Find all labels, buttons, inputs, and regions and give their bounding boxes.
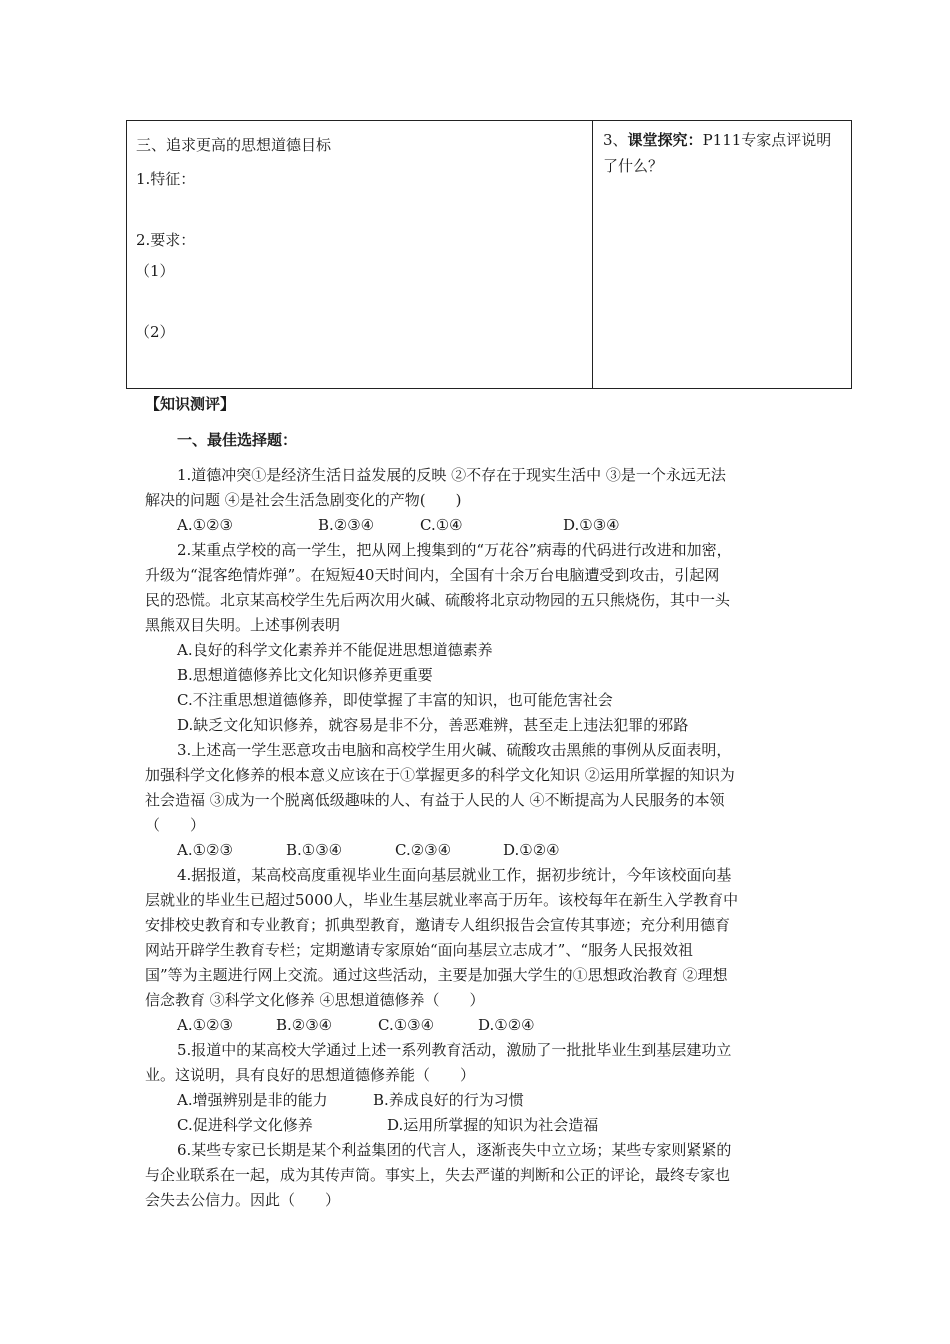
q3-option-b: B.①③④ [286, 841, 343, 859]
q4-line: 安排校史教育和专业教育；抓典型教育，邀请专人组织报告会宣传其事迹；充分利用德育 [145, 916, 731, 934]
q3-line: 加强科学文化修养的根本意义应该在于①掌握更多的科学文化知识 ②运用所掌握的知识为 [145, 766, 735, 784]
q5-option-d: D.运用所掌握的知识为社会造福 [387, 1116, 599, 1134]
q4-line: 信念教育 ③科学文化修养 ④思想道德修养（ ） [145, 991, 485, 1009]
q1-option-d: D.①③④ [563, 516, 620, 534]
q5-option-c: C.促进科学文化修养 [177, 1116, 313, 1134]
q5-line: 业。这说明，具有良好的思想道德修养能（ ） [145, 1066, 476, 1084]
inquiry-number: 3、 [603, 131, 628, 149]
q6-line: 6.某些专家已长期是某个利益集团的代言人，逐渐丧失中立立场；某些专家则紧紧的 [177, 1141, 732, 1159]
q4-option-a: A.①②③ [177, 1016, 233, 1034]
q4-line: 层就业的毕业生已超过5000人，毕业生基层就业率高于历年。该校每年在新生入学教育中 [145, 891, 739, 909]
q3-option-d: D.①②④ [503, 841, 560, 859]
q2-option-d: D.缺乏文化知识修养，就容易是非不分，善恶难辨，甚至走上违法犯罪的邪路 [177, 716, 689, 734]
table-heading: 三、追求更高的思想道德目标 [136, 136, 332, 154]
classroom-inquiry [603, 127, 843, 179]
q5-option-a: A.增强辨别是非的能力 [177, 1091, 328, 1109]
q3-line: （ ） [145, 816, 206, 834]
features-label: 1.特征： [136, 170, 196, 188]
q3-option-a: A.①②③ [177, 841, 233, 859]
q5-option-b: B.养成良好的行为习惯 [373, 1091, 524, 1109]
q6-line: 与企业联系在一起，成为其传声筒。事实上，失去严谨的判断和公正的评论，最终专家也 [145, 1166, 731, 1184]
q3-line: 社会造福 ③成为一个脱离低级趣味的人、有益于人民的人 ④不断提高为人民服务的本领 [145, 791, 725, 809]
inquiry-text: P111专家点评说明了什么？ [603, 131, 832, 175]
q4-option-b: B.②③④ [276, 1016, 333, 1034]
table-left-cell [127, 121, 593, 388]
q6-line: 会失去公信力。因此（ ） [145, 1191, 341, 1209]
q4-line: 国”等为主题进行网上交流。通过这些活动，主要是加强大学生的①思想政治教育 ②理想 [145, 966, 728, 984]
table-right-cell [593, 121, 851, 388]
q2-line: 黑熊双目失明。上述事例表明 [145, 616, 341, 634]
q1-line: 1.道德冲突①是经济生活日益发展的反映 ②不存在于现实生活中 ③是一个永远无法 [177, 466, 726, 484]
q2-line: 2.某重点学校的高一学生，把从网上搜集到的“万花谷”病毒的代码进行改进和加密， [177, 541, 732, 559]
q2-line: 升级为“混客绝情炸弹”。在短短40天时间内，全国有十余万台电脑遭受到攻击，引起网 [145, 566, 720, 584]
q4-line: 网站开辟学生教育专栏；定期邀请专家原始“面向基层立志成才”、“服务人民报效祖 [145, 941, 694, 959]
requirement-item-2: （2） [135, 323, 175, 341]
q5-line: 5.报道中的某高校大学通过上述一系列教育活动，激励了一批批毕业生到基层建功立 [177, 1041, 732, 1059]
q3-line: 3.上述高一学生恶意攻击电脑和高校学生用火碱、硫酸攻击黑熊的事例从反面表明， [177, 741, 732, 759]
requirement-item-1: （1） [135, 262, 175, 280]
q1-option-c: C.①④ [420, 516, 463, 534]
q2-option-b: B.思想道德修养比文化知识修养更重要 [177, 666, 433, 684]
section-title: 【知识测评】 [145, 395, 236, 413]
subsection-title: 一、最佳选择题： [177, 431, 298, 449]
inquiry-label: 课堂探究： [627, 131, 703, 149]
study-table [126, 120, 852, 389]
requirements-label: 2.要求： [136, 231, 196, 249]
q4-line: 4.据报道，某高校高度重视毕业生面向基层就业工作，据初步统计，今年该校面向基 [177, 866, 732, 884]
q2-option-a: A.良好的科学文化素养并不能促进思想道德素养 [177, 641, 493, 659]
q4-option-d: D.①②④ [478, 1016, 535, 1034]
q1-option-a: A.①②③ [177, 516, 233, 534]
q4-option-c: C.①③④ [378, 1016, 435, 1034]
q3-option-c: C.②③④ [395, 841, 452, 859]
q1-option-b: B.②③④ [318, 516, 375, 534]
q1-line: 解决的问题 ④是社会生活急剧变化的产物( ) [145, 491, 462, 509]
q2-line: 民的恐慌。北京某高校学生先后两次用火碱、硫酸将北京动物园的五只熊烧伤，其中一头 [145, 591, 731, 609]
q2-option-c: C.不注重思想道德修养，即使掌握了丰富的知识，也可能危害社会 [177, 691, 613, 709]
